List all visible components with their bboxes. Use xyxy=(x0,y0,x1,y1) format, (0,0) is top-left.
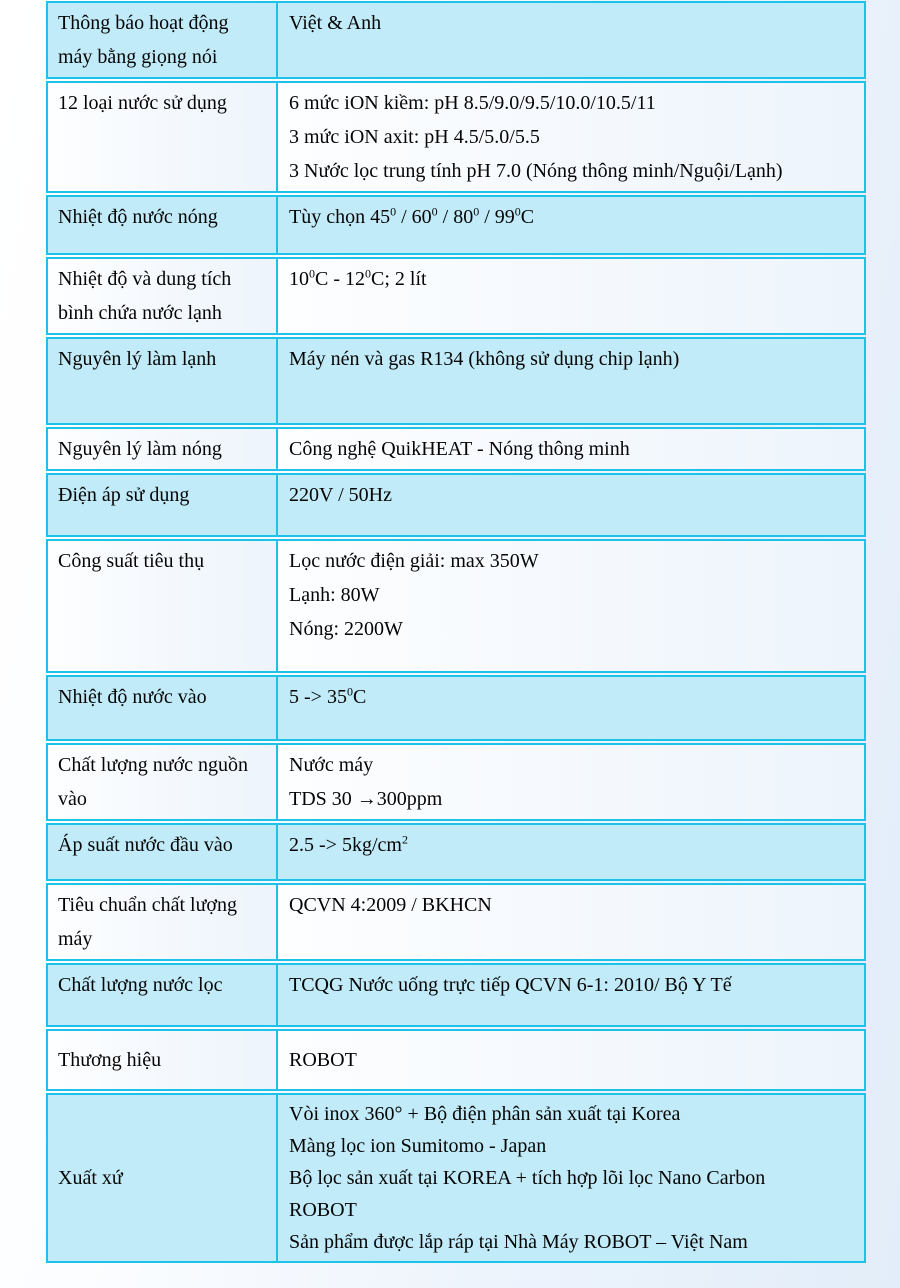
spec-text-line: 12 loại nước sử dụng xyxy=(58,92,227,114)
spec-value-cell xyxy=(276,1,866,79)
spec-value-cell xyxy=(276,195,866,255)
spec-label-cell xyxy=(46,963,278,1027)
spec-value-cell xyxy=(276,81,866,193)
spec-text-line: Nóng: 2200W xyxy=(289,618,403,640)
spec-label-cell xyxy=(46,1029,278,1091)
spec-text-line: Thông báo hoạt động xyxy=(58,12,229,34)
spec-label-cell xyxy=(46,473,278,537)
spec-text-line: Thương hiệu xyxy=(58,1049,162,1071)
spec-text-line: Lạnh: 80W xyxy=(289,584,380,606)
spec-value-cell xyxy=(276,963,866,1027)
spec-text-line: Chất lượng nước nguồn xyxy=(58,754,249,776)
spec-text-line: TDS 30 →300ppm xyxy=(289,788,443,810)
spec-label-cell xyxy=(46,1093,278,1263)
spec-value-cell xyxy=(276,1093,866,1263)
spec-text-line: vào xyxy=(58,788,87,810)
spec-label-cell xyxy=(46,257,278,335)
spec-text-line: Chất lượng nước lọc xyxy=(58,974,223,996)
table-row xyxy=(46,195,866,255)
spec-value-cell xyxy=(276,743,866,821)
spec-text-line: Nguyên lý làm nóng xyxy=(58,438,222,460)
spec-text-line: Nhiệt độ và dung tích xyxy=(58,268,232,290)
spec-label-cell xyxy=(46,195,278,255)
spec-text-line: ROBOT xyxy=(289,1199,357,1221)
spec-text-line: Tùy chọn $45^0 / 60^0 / 80^0 / 99^0C$ xyxy=(289,204,535,228)
table-row xyxy=(46,427,866,471)
spec-label-cell xyxy=(46,539,278,673)
spec-text-line: Việt & Anh xyxy=(289,12,382,34)
spec-text-line: Máy nén và gas R134 (không sử dụng chip lạnh) xyxy=(289,348,680,370)
spec-text-line: Lọc nước điện giải: max 350W xyxy=(289,550,539,572)
spec-label-cell xyxy=(46,1,278,79)
spec-value-cell xyxy=(276,539,866,673)
spec-label-cell xyxy=(46,823,278,881)
spec-label-cell xyxy=(46,337,278,425)
spec-text-line: 3 Nước lọc trung tính pH 7.0 (Nóng thông minh/Nguội/Lạnh) xyxy=(289,160,783,182)
spec-text-line: Điện áp sử dụng xyxy=(58,484,190,506)
spec-text-line: Công suất tiêu thụ xyxy=(58,550,205,572)
spec-text-line: QCVN 4:2009 / BKHCN xyxy=(289,894,492,916)
spec-text-line: máy xyxy=(58,928,93,950)
spec-text-line: Áp suất nước đầu vào xyxy=(58,834,233,856)
table-row xyxy=(46,81,866,193)
spec-value-cell xyxy=(276,675,866,741)
spec-text-line: TCQG Nước uống trực tiếp QCVN 6-1: 2010/ Bộ Y Tế xyxy=(289,974,732,996)
spec-text-line: Nhiệt độ nước nóng xyxy=(58,206,218,228)
spec-label-cell xyxy=(46,81,278,193)
spec-text-line: $10^0C - 12^0C$; 2 lít xyxy=(289,266,427,290)
spec-label-cell xyxy=(46,743,278,821)
spec-text-line: 3 mức iON axit: pH 4.5/5.0/5.5 xyxy=(289,126,540,148)
table-row xyxy=(46,337,866,425)
spec-text-line: Công nghệ QuikHEAT - Nóng thông minh xyxy=(289,438,630,460)
spec-value-cell xyxy=(276,823,866,881)
spec-text-line: Nguyên lý làm lạnh xyxy=(58,348,217,370)
spec-label-cell xyxy=(46,883,278,961)
spec-text-line: Vòi inox 360° + Bộ điện phân sản xuất tại Korea xyxy=(289,1103,681,1125)
table-row xyxy=(46,1093,866,1263)
table-row xyxy=(46,823,866,881)
spec-value-cell xyxy=(276,257,866,335)
spec-text-line: $5 -> 35^0C$ xyxy=(289,684,367,708)
spec-text-line: 6 mức iON kiềm: pH 8.5/9.0/9.5/10.0/10.5/11 xyxy=(289,92,656,114)
table-row xyxy=(46,743,866,821)
spec-text-line: Màng lọc ion Sumitomo - Japan xyxy=(289,1135,547,1157)
table-row xyxy=(46,473,866,537)
table-row xyxy=(46,963,866,1027)
table-row xyxy=(46,1,866,79)
spec-text-line: bình chứa nước lạnh xyxy=(58,302,222,324)
spec-text-line: 220V / 50Hz xyxy=(289,484,392,506)
spec-text-line: Xuất xứ xyxy=(58,1167,123,1189)
table-row xyxy=(46,257,866,335)
table-row xyxy=(46,1029,866,1091)
spec-text-line: ROBOT xyxy=(289,1049,357,1071)
spec-text-line: máy bằng giọng nói xyxy=(58,46,218,68)
spec-value-cell xyxy=(276,883,866,961)
spec-text-line: Sản phẩm được lắp ráp tại Nhà Máy ROBOT – Việt Nam xyxy=(289,1231,748,1253)
table-row xyxy=(46,675,866,741)
spec-text-line: Nhiệt độ nước vào xyxy=(58,686,207,708)
spec-label-cell xyxy=(46,675,278,741)
spec-value-cell xyxy=(276,427,866,471)
right-arrow-glyph: → xyxy=(356,788,377,810)
spec-table xyxy=(46,1,866,1265)
table-row xyxy=(46,539,866,673)
spec-text-line: Tiêu chuẩn chất lượng xyxy=(58,894,237,916)
spec-text-line: Bộ lọc sản xuất tại KOREA + tích hợp lõi lọc Nano Carbon xyxy=(289,1167,766,1189)
spec-text-line: $2.5 -> 5kg/cm^2$ xyxy=(289,832,408,856)
table-row xyxy=(46,883,866,961)
spec-text-line: Nước máy xyxy=(289,754,374,776)
spec-value-cell xyxy=(276,1029,866,1091)
spec-label-cell xyxy=(46,427,278,471)
spec-value-cell xyxy=(276,337,866,425)
spec-value-cell xyxy=(276,473,866,537)
